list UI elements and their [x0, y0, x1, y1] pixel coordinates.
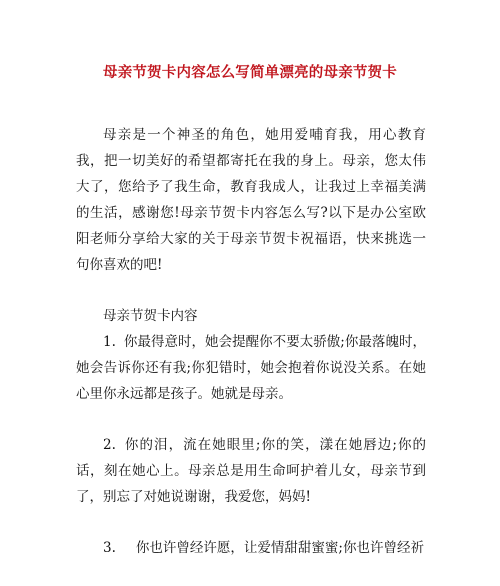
list-item-text: 你也许曾经许愿，让爱情甜甜蜜蜜;你也许曾经祈 [135, 540, 424, 556]
list-item-number: 3. [103, 540, 116, 556]
intro-paragraph: 母亲是一个神圣的角色，她用爱哺育我，用心教育我，把一切美好的希望都寄托在我的身上。母亲，您太伟大了，您给予了我生命，教育我成人，让我过上幸福美满的生活，感谢您!母亲节贺卡内容怎么写?以下是办公室欧阳老师分享给大家的关于母亲节贺卡祝福语，快来挑选一句你喜欢的吧! [76, 127, 426, 273]
list-item [76, 432, 426, 510]
document-body [76, 122, 426, 586]
section-heading: 母亲节贺卡内容 [103, 308, 198, 324]
list-item-number: 1. [103, 334, 116, 350]
list-item-number: 2. [103, 437, 116, 453]
list-item [76, 535, 426, 561]
list-item-text: 你最得意时，她会提醒你不要太骄傲;你最落魄时，她会告诉你还有我;你犯错时，她会抱着你说没关系。在她心里你永远都是孩子。她就是母亲。 [76, 334, 426, 402]
list-item-text: 你的泪，流在她眼里;你的笑，漾在她唇边;你的话，刻在她心上。母亲总是用生命呵护着儿女，母亲节到了，别忘了对她说谢谢，我爱您，妈妈! [76, 437, 426, 505]
list-item [76, 329, 426, 407]
document-title: 母亲节贺卡内容怎么写简单漂亮的母亲节贺卡 [103, 65, 397, 81]
